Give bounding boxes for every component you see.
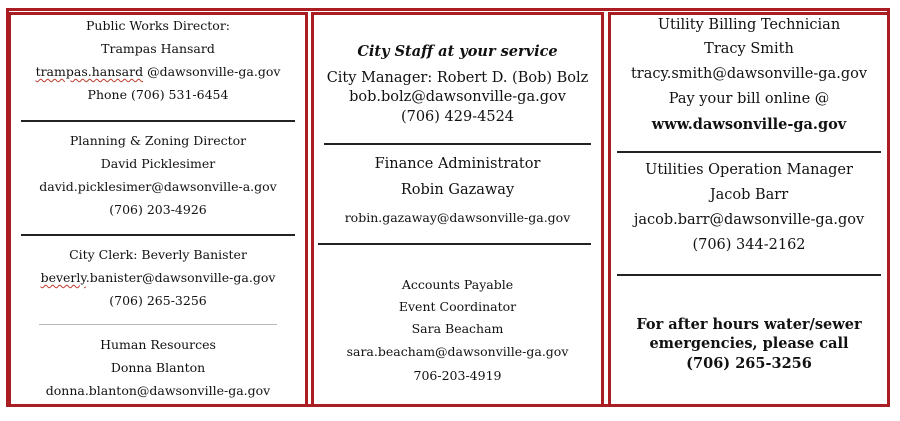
left-panel [8,12,308,407]
emergency-phone: (706) 265-3256 [686,355,812,372]
utilities-ops-email: jacob.barr@dawsonville-ga.gov [633,212,865,228]
finance-admin-email: robin.gazaway@dawsonville-ga.gov [344,210,571,225]
divider [21,120,295,122]
city-clerk-title: City Clerk: Beverly Banister [69,247,247,262]
pay-online-line: Pay your bill online @ [668,91,830,107]
utilities-ops-phone: (706) 344-2162 [692,237,806,253]
event-coordinator-title: Event Coordinator [398,299,517,314]
planning-zoning-email: david.picklesimer@dawsonville-a.gov [39,179,277,194]
divider [39,324,277,325]
city-manager-phone: (706) 429-4524 [400,109,515,125]
public-works-name: Trampas Hansard [101,41,215,56]
emergency-line-1: For after hours water/sewer [636,316,862,333]
utility-billing-email: tracy.smith@dawsonville-ga.gov [630,66,868,82]
staff-heading: City Staff at your service [357,43,558,60]
accounts-payable-name: Sara Beacham [411,321,504,336]
public-works-phone: Phone (706) 531-6454 [87,87,229,102]
accounts-payable-phone: 706-203-4919 [413,368,502,383]
divider [617,274,881,276]
right-panel [608,12,890,407]
city-manager-line: City Manager: Robert D. (Bob) Bolz [326,70,589,86]
city-clerk-phone: (706) 265-3256 [109,293,207,308]
divider [324,143,591,145]
human-resources-title: Human Resources [100,337,216,352]
planning-zoning-name: David Picklesimer [100,156,216,171]
divider [318,243,591,245]
city-clerk-email: beverly.banister@dawsonville-ga.gov [40,270,276,285]
utilities-ops-name: Jacob Barr [709,187,789,203]
accounts-payable-title: Accounts Payable [401,277,514,292]
city-manager-email: bob.bolz@dawsonville-ga.gov [349,89,566,105]
utility-billing-title: Utility Billing Technician [657,17,841,33]
pay-online-url[interactable]: www.dawsonville-ga.gov [651,116,847,133]
middle-panel [311,12,604,407]
planning-zoning-phone: (706) 203-4926 [109,202,207,217]
divider [21,234,295,236]
accounts-payable-email: sara.beacham@dawsonville-ga.gov [346,344,569,359]
emergency-line-2: emergencies, please call [649,335,849,352]
finance-admin-title: Finance Administrator [374,156,541,172]
public-works-title: Public Works Director: [85,18,231,33]
human-resources-name: Donna Blanton [110,360,206,375]
planning-zoning-title: Planning & Zoning Director [69,133,247,148]
divider [617,151,881,153]
public-works-email: trampas.hansard @dawsonville-ga.gov [35,64,281,79]
utilities-ops-title: Utilities Operation Manager [645,162,853,178]
human-resources-email: donna.blanton@dawsonville-ga.gov [45,383,271,398]
finance-admin-name: Robin Gazaway [400,182,515,198]
utility-billing-name: Tracy Smith [704,41,794,57]
